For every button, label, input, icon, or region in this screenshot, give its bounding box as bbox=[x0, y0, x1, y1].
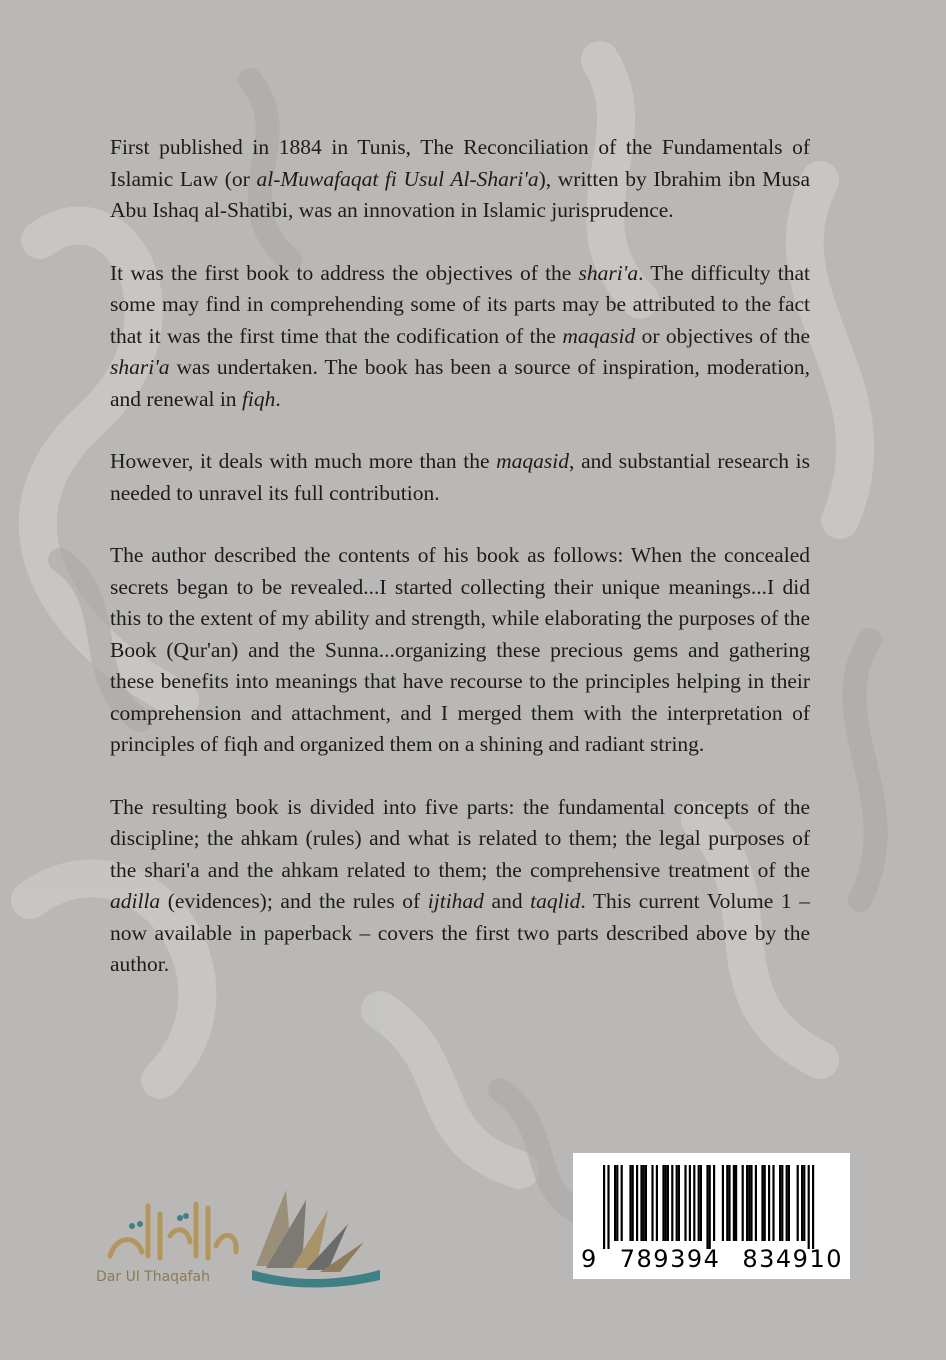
barcode-bar bbox=[640, 1165, 642, 1241]
italic-term: shari'a bbox=[578, 260, 639, 285]
text-run: First published in 1884 in Tunis, The Reconciliation of the Fundamentals of Islamic Law (or bbox=[110, 135, 810, 191]
book-arabic-title: al-Muwafaqat fi Usul Al-Shari'a bbox=[256, 166, 539, 191]
barcode-bar bbox=[733, 1165, 735, 1241]
barcode-bar bbox=[801, 1165, 803, 1241]
text-run: It was the first book to address the objectives of the bbox=[110, 260, 579, 285]
isbn-digit-group-1: 789394 bbox=[619, 1245, 721, 1273]
barcode-bar bbox=[750, 1165, 752, 1241]
barcode-bar bbox=[603, 1165, 605, 1249]
text-run: The resulting book is divided into five parts: the fundamental concepts of the discipline; the ahkam (rules) and what is related to them; the legal purposes of the shari'a and the ahkam related to them; the comprehensive treatment of the bbox=[110, 794, 810, 882]
barcode-bar bbox=[755, 1165, 757, 1241]
barcode-bar bbox=[607, 1165, 609, 1249]
italic-term: fiqh bbox=[241, 386, 276, 411]
barcode-bar bbox=[788, 1165, 790, 1241]
barcode-bar bbox=[700, 1165, 702, 1241]
text-run: (evidences); and the rules of bbox=[160, 889, 428, 913]
barcode-bar bbox=[693, 1165, 695, 1241]
barcode-bar bbox=[706, 1165, 708, 1249]
barcode-bar bbox=[689, 1165, 691, 1241]
text-run: . This current Volume 1 – now available in paperback – covers the first two parts described above by the author. bbox=[110, 889, 810, 976]
barcode-bar bbox=[779, 1165, 781, 1241]
italic-term: ijtihad bbox=[427, 889, 484, 913]
blurb-paragraph-5 bbox=[110, 792, 810, 981]
barcode-bar bbox=[678, 1165, 680, 1241]
barcode-bar bbox=[632, 1165, 634, 1241]
text-run: was undertaken. The book has been a source of inspiration, moderation, and renewal in bbox=[110, 355, 810, 411]
barcode-bar bbox=[621, 1165, 623, 1241]
italic-term: shari'a bbox=[110, 355, 170, 379]
barcode-bar bbox=[656, 1165, 658, 1241]
blurb-paragraph-4: The author described the contents of his book as follows: When the concealed secrets began to be revealed...I started collecting their unique meanings...I did this to the extent of my ability and strength, while elaborating the purposes of the Book (Qur'an) and the Sunna...organizing these precious gems and gathering these benefits into meanings that have recourse to the principles helping in their comprehension and attachment, and I merged them with the interpretation of principles of fiqh and organized them on a shining and radiant string. bbox=[110, 543, 810, 756]
isbn-digit-lead: 9 bbox=[581, 1245, 598, 1273]
arabic-calligraphy-mark bbox=[110, 1204, 236, 1258]
barcode-bar bbox=[768, 1165, 770, 1241]
italic-term: taqlid bbox=[530, 889, 581, 913]
text-run: . bbox=[275, 386, 281, 411]
text-run: or objectives of the bbox=[635, 323, 810, 348]
barcode-bar bbox=[698, 1165, 700, 1241]
text-run: , and substantial research is needed to unravel its full contribution. bbox=[110, 449, 810, 505]
barcode-bar bbox=[761, 1165, 763, 1241]
open-book-icon bbox=[252, 1190, 380, 1288]
barcode-bar bbox=[614, 1165, 616, 1241]
barcode-bar bbox=[684, 1165, 686, 1241]
barcode-bar bbox=[629, 1165, 631, 1241]
barcode-bar bbox=[667, 1165, 669, 1241]
barcode-bar bbox=[742, 1165, 744, 1241]
barcode-bar bbox=[735, 1165, 737, 1241]
isbn-digits bbox=[581, 1245, 843, 1273]
barcode-bar bbox=[728, 1165, 730, 1241]
italic-term: maqasid bbox=[496, 449, 570, 473]
barcode-bar bbox=[616, 1165, 618, 1241]
barcode-bar bbox=[651, 1165, 653, 1241]
italic-term: adilla bbox=[110, 889, 161, 913]
barcode-bar bbox=[722, 1165, 724, 1241]
text-run: . The difficulty that some may find in comprehending some of its parts may be attributed to the fact that it was the first time that the codification of the bbox=[110, 260, 810, 348]
barcode-bar bbox=[665, 1165, 667, 1241]
isbn-barcode bbox=[573, 1153, 850, 1279]
barcode-bar bbox=[772, 1165, 774, 1241]
back-cover-blurb bbox=[110, 132, 810, 1012]
publisher-name: Dar Ul Thaqafah bbox=[96, 1269, 211, 1285]
barcode-bar bbox=[786, 1165, 788, 1241]
barcode-bar bbox=[709, 1165, 711, 1249]
barcode-bar bbox=[781, 1165, 783, 1241]
barcode-bar bbox=[812, 1165, 814, 1249]
barcode-bar bbox=[662, 1165, 664, 1241]
text-run: ), written by Ibrahim ibn Musa Abu Ishaq al-Shatibi, was an innovation in Islamic jurisprudence. bbox=[110, 166, 811, 222]
italic-term: maqasid bbox=[562, 323, 636, 348]
barcode-bar bbox=[808, 1165, 810, 1249]
text-run: and bbox=[483, 889, 531, 913]
barcode-bar bbox=[764, 1165, 766, 1241]
barcode-bar bbox=[726, 1165, 728, 1241]
barcode-bar bbox=[713, 1165, 715, 1241]
barcode-bar bbox=[645, 1165, 647, 1241]
text-run: However, it deals with much more than the bbox=[110, 449, 497, 473]
blurb-paragraph-1 bbox=[110, 132, 810, 227]
barcode-bar bbox=[671, 1165, 673, 1241]
isbn-digit-group-2: 834910 bbox=[742, 1245, 843, 1273]
barcode-bar bbox=[746, 1165, 748, 1241]
blurb-paragraph-3 bbox=[110, 446, 810, 509]
barcode-bar bbox=[803, 1165, 805, 1241]
blurb-paragraph-2 bbox=[110, 258, 810, 416]
barcode-bar bbox=[676, 1165, 678, 1241]
barcode-bar bbox=[797, 1165, 799, 1241]
barcode-bar bbox=[643, 1165, 645, 1241]
barcode-bar bbox=[636, 1165, 638, 1241]
barcode-bar bbox=[748, 1165, 750, 1241]
